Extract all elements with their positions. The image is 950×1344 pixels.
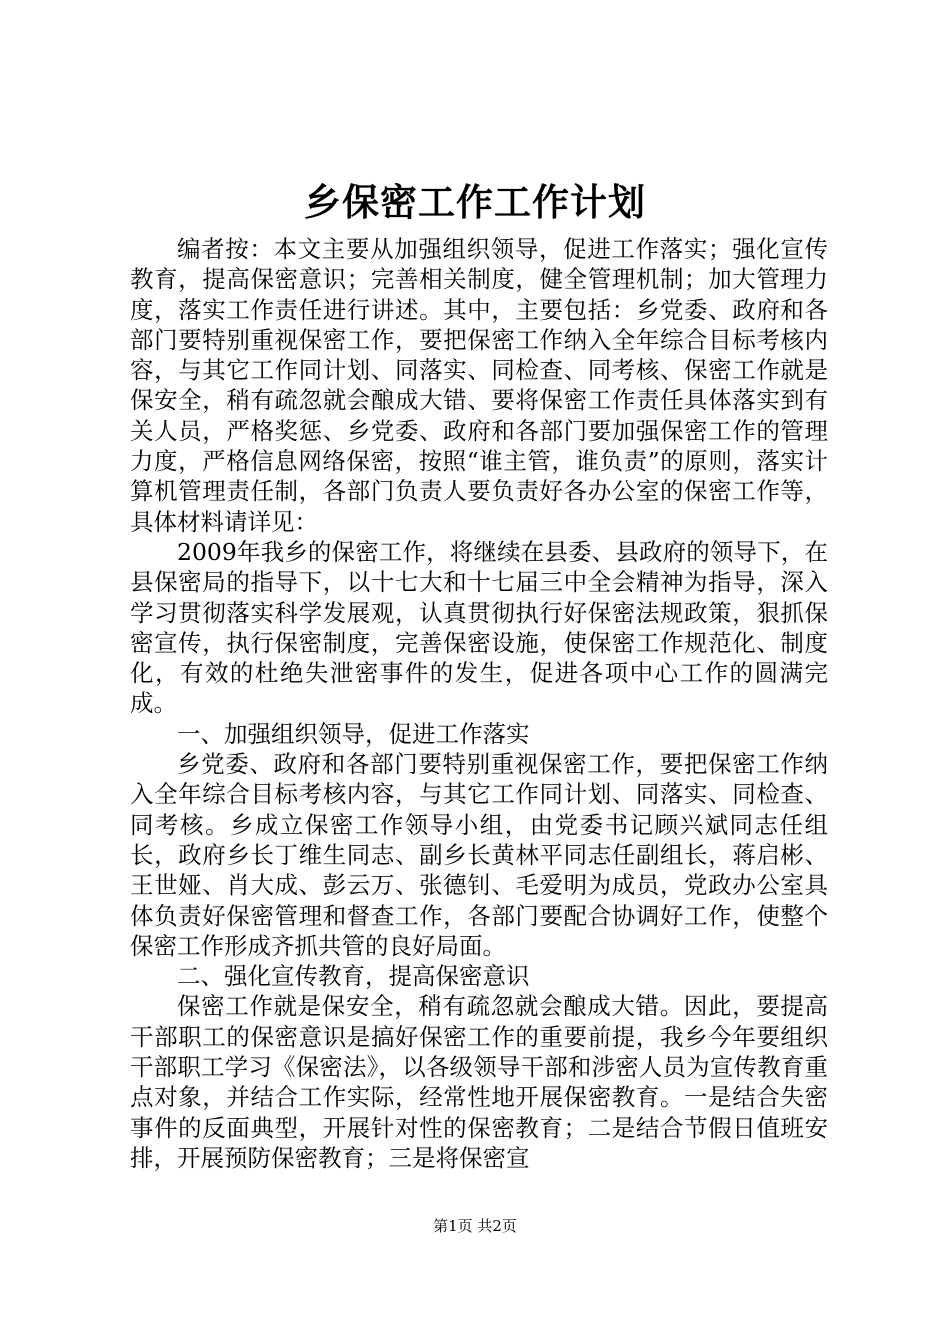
section-paragraph-2: 保密工作就是保安全，稍有疏忽就会酿成大错。因此，要提高干部职工的保密意识是搞好保密工作的重要前提，我乡今年要组织干部职工学习《保密法》，以各级领导干部和涉密人员为宣传教育重点对象，并结合工作实际，经常性地开展保密教育。一是结合失密事件的反面典型，开展针对性的保密教育；二是结合节假日值班安排，开展预防保密教育；三是将保密宣 <box>130 992 828 1172</box>
document-body <box>130 234 828 1173</box>
page-footer: 第1页 共2页 <box>433 1217 517 1235</box>
intro-paragraph: 2009年我乡的保密工作，将继续在县委、县政府的领导下，在县保密局的指导下，以十七大和十七届三中全会精神为指导，深入学习贯彻落实科学发展观，认真贯彻执行好保密法规政策，狠抓保密宣传，执行保密制度，完善保密设施，使保密工作规范化、制度化，有效的杜绝失泄密事件的发生，促进各项中心工作的圆满完成。 <box>130 537 828 718</box>
section-paragraph-1: 乡党委、政府和各部门要特别重视保密工作，要把保密工作纳入全年综合目标考核内容，与其它工作同计划、同落实、同检查、同考核。乡成立保密工作领导小组，由党委书记顾兴斌同志任组长，政府乡长丁维生同志、副乡长黄林平同志任副组长，蒋启彬、王世娅、肖大成、彭云万、张德钊、毛爱明为成员，党政办公室具体负责好保密管理和督查工作，各部门要配合协调好工作，使整个保密工作形成齐抓共管的良好局面。 <box>130 750 828 960</box>
section-heading-1: 一、加强组织领导，促进工作落实 <box>177 719 530 748</box>
editor-note-paragraph: 编者按：本文主要从加强组织领导，促进工作落实；强化宣传教育，提高保密意识；完善相关制度，健全管理机制；加大管理力度，落实工作责任进行讲述。其中，主要包括：乡党委、政府和各部门要特别重视保密工作，要把保密工作纳入全年综合目标考核内容，与其它工作同计划、同落实、同检查、同考核、保密工作就是保安全，稍有疏忽就会酿成大错、要将保密工作责任具体落实到有关人员，严格奖惩、乡党委、政府和各部门要加强保密工作的管理力度，严格信息网络保密，按照“谁主管，谁负责”的原则，落实计算机管理责任制，各部门负责人要负责好各办公室的保密工作等，具体材料请详见： <box>130 235 828 536</box>
section-heading-2: 二、强化宣传教育，提高保密意识 <box>177 962 530 991</box>
document-title: 乡保密工作工作计划 <box>304 180 646 224</box>
